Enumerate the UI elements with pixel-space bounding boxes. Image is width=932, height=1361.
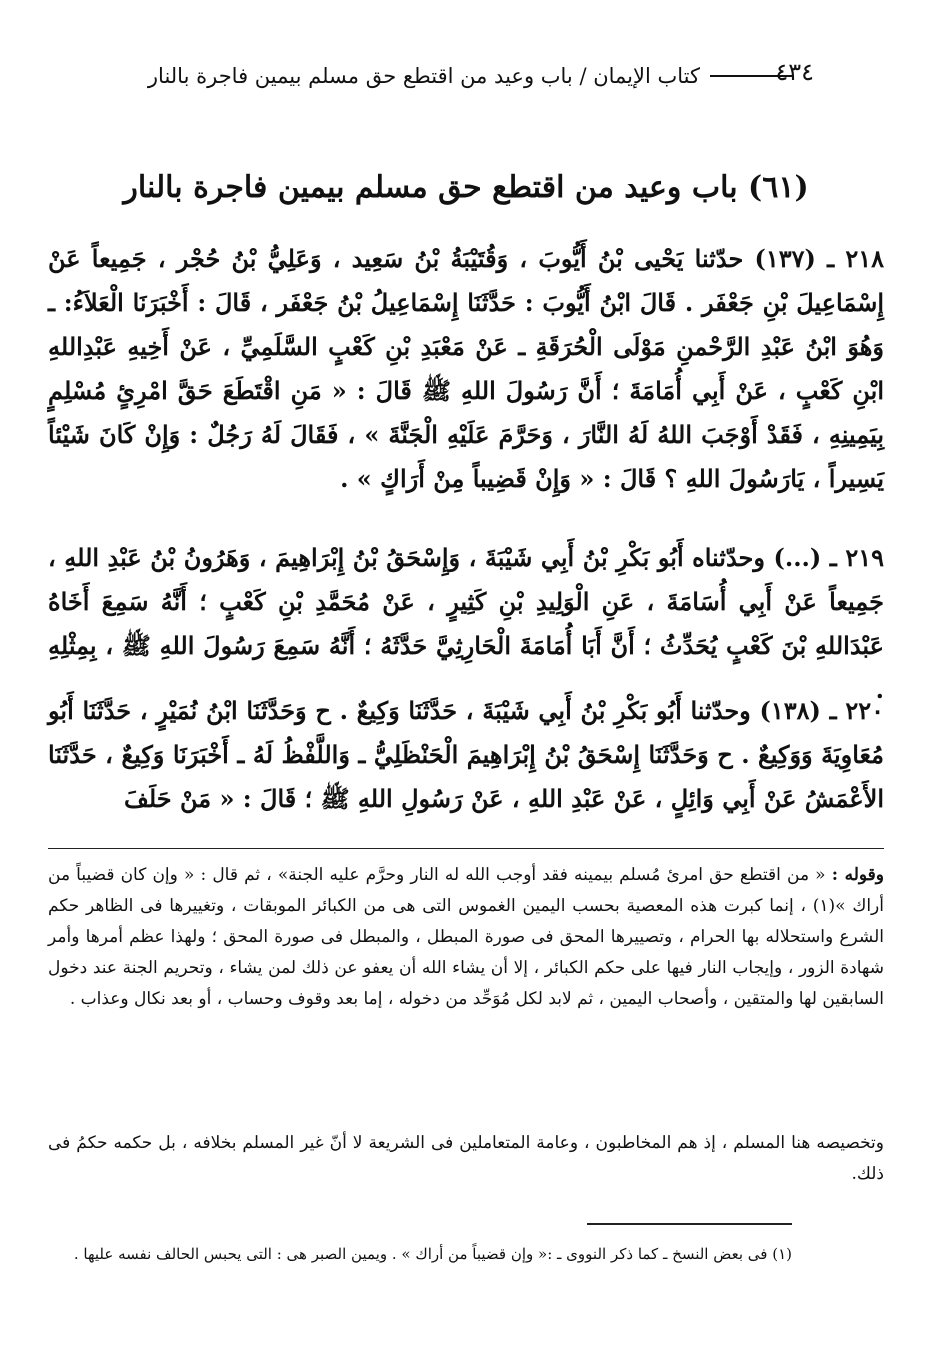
page-number: ٤٣٤ xyxy=(775,58,814,86)
commentary-paragraph xyxy=(48,860,884,1015)
commentary-paragraph xyxy=(48,1128,884,1190)
hadith-text: حدّثنا يَحْيى بْنُ أَيُّوبَ ، وَقُتَيْبَةُ بْنُ سَعِيد ، وَعَلِيُّ بْنُ حُجْر ، جَمِيعاً عَنْ إِسْمَاعِيلَ بْنِ جَعْفَر . قَالَ ابْنُ أَيُّوبَ : حَدَّثَنَا إِسْمَاعِيلُ بْنُ جَعْفَر ، قَالَ : أَخْبَرَنَا الْعَلاَءُ: ـ وَهُوَ ابْنُ عَبْدِ الرَّحْمنِ مَوْلَى الْحُرَقَةِ ـ عَنْ مَعْبَدِ بْنِ كَعْبٍ السَّلَمِيِّ ، عَنْ أَخِيهِ عَبْدِاللهِ ابْنِ كَعْبٍ ، عَنْ أَبِي أُمَامَةَ ؛ أَنَّ رَسُولَ اللهِ ﷺ قَالَ : « مَنِ اقْتَطَعَ حَقَّ امْرِئٍ مُسْلِمٍ بِيَمِينِهِ ، فَقَدْ أَوْجَبَ اللهُ لَهُ النَّارَ ، وَحَرَّمَ عَلَيْهِ الْجَنَّةَ » ، فَقَالَ لَهُ رَجُلٌ : وَإِنْ كَانَ شَيْئاً يَسِيراً ، يَارَسُولَ اللهِ ؟ قَالَ : « وَإِنْ قَضِيباً مِنْ أَرَاكٍ » . xyxy=(48,244,885,493)
running-title: كتاب الإيمان / باب وعيد من اقتطع حق مسلم بيمين فاجرة بالنار xyxy=(147,64,700,88)
hadith-218 xyxy=(48,237,884,501)
hadith-number: ٢١٨ ـ (١٣٧) xyxy=(754,244,884,273)
header-rule xyxy=(710,75,794,77)
commentary-divider xyxy=(48,848,884,849)
commentary-text: « من اقتطع حق امرئ مُسلم بيمينه فقد أوجب الله له النار وحرَّم عليه الجنة» ، ثم قال : « وإن كان قضيباً من أراك »(١) ، إنما كبرت هذه المعصية بحسب اليمين الغموس التى هى من الكبائر الموبقات ، وتغييرها فى الظاهر حكم الشرع واستحلاله بها الحرام ، وتصييرها المحق فى صورة المبطل ، والمبطل فى صورة المحق ؛ ولهذا عظم أمرها وأمر شهادة الزور ، وإيجاب النار فيها على حكم الكبائر ، إلا أن يشاء الله أن يعفو عن ذلك لمن يشاء ، وتحريم الجنة عند دخول السابقين لها والمتقين ، وأصحاب اليمين ، ثم لابد لكل مُوَحِّد من دخوله ، إما بعد وقوف وحساب ، أو بعد نكال وعذاب . xyxy=(48,865,884,1009)
hadith-number: ٢٢٠ ـ (١٣٨) xyxy=(759,696,884,725)
hadith-220 xyxy=(48,689,884,821)
chapter-title: (٦١) باب وعيد من اقتطع حق مسلم بيمين فاجرة بالنار xyxy=(123,170,809,205)
hadith-219 xyxy=(48,536,884,712)
hadith-text: وحدّثناه أَبُو بَكْرِ بْنُ أَبِي شَيْبَةَ ، وَإِسْحَقُ بْنُ إِبْرَاهِيمَ ، وَهَرُونُ بْنُ عَبْدِ اللهِ ، جَمِيعاً عَنْ أَبِي أُسَامَةَ ، عَنِ الْوَلِيدِ بْنِ كَثِيرٍ ، عَنْ مُحَمَّدِ بْنِ كَعْبٍ ؛ أَنَّهُ سَمِعَ أَخَاهُ عَبْدَاللهِ بْنَ كَعْبٍ يُحَدِّثُ ؛ أَنَّ أَبَا أُمَامَةَ الْحَارِثِيَّ حَدَّثَهُ ؛ أَنَّهُ سَمِعَ رَسُولَ اللهِ ﷺ ، بِمِثْلِهِ . xyxy=(48,543,884,704)
hadith-text: وحدّثنا أَبُو بَكْرِ بْنُ أَبِي شَيْبَةَ ، حَدَّثَنَا وَكِيعٌ . ح وَحَدَّثَنَا ابْنُ نُمَيْرٍ ، حَدَّثَنَا أَبُو مُعَاوِيَةَ وَوَكِيعٌ . ح وَحَدَّثَنَا إِسْحَقُ بْنُ إِبْرَاهِيمَ الْحَنْظَلِيُّ ـ وَاللَّفْظُ لَهُ ـ أَخْبَرَنَا وَكِيعٌ ، حَدَّثَنَا الأَعْمَشُ عَنْ أَبِي وَائِلٍ ، عَنْ عَبْدِ اللهِ ، عَنْ رَسُولِ اللهِ ﷺ ؛ قَالَ : « مَنْ حَلَفَ xyxy=(48,696,884,813)
footnote: (١) فى بعض النسخ ـ كما ذكر النووى ـ :« وإن قضيباً من أراك » . ويمين الصبر هى : التى يحبس الحالف نفسه عليها . xyxy=(73,1245,792,1263)
commentary-lead: وقوله : xyxy=(831,865,885,885)
commentary-text: وتخصيصه هنا المسلم ، إذ هم المخاطبون ، وعامة المتعاملين فى الشريعة لا أنّ غير المسلم بخلافه ، بل حكمه حكمُ فى ذلك. xyxy=(48,1133,884,1184)
running-header xyxy=(28,56,804,96)
footnote-divider xyxy=(587,1223,792,1225)
hadith-number: ٢١٩ ـ (...) xyxy=(773,543,884,572)
